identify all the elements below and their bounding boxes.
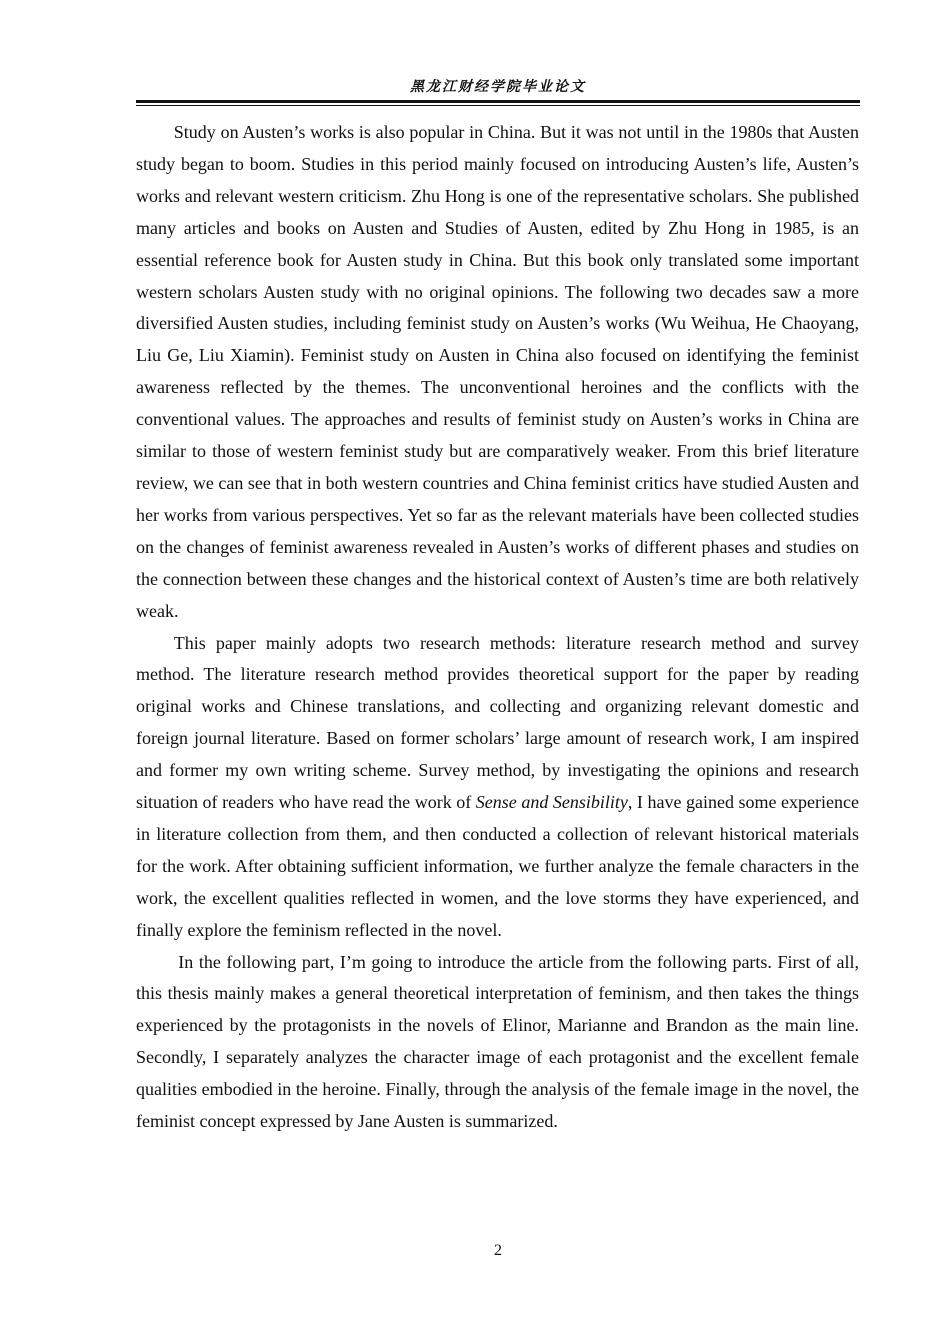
body-text: [136, 117, 859, 1138]
paragraph-literature-review-china: Study on Austen’s works is also popular in China. But it was not until in the 1980s that Austen study began to boom. Studies in this period mainly focused on introducing Austen’s life, Austen’s works and relevant western criticism. Zhu Hong is one of the representative scholars. She published many articles and books on Austen and Studies of Austen, edited by Zhu Hong in 1985, is an essential reference book for Austen study in China. But this book only translated some important western scholars Austen study with no original opinions. The following two decades saw a more diversified Austen studies, including feminist study on Austen’s works (Wu Weihua, He Chaoyang, Liu Ge, Liu Xiamin). Feminist study on Austen in China also focused on identifying the feminist awareness reflected by the themes. The unconventional heroines and the conflicts with the conventional values. The approaches and results of feminist study on Austen’s works in China are similar to those of western feminist study but are comparatively weaker. From this brief literature review, we can see that in both western countries and China feminist critics have studied Austen and her works from various perspectives. Yet so far as the relevant materials have been collected studies on the changes of feminist awareness revealed in Austen’s works of different phases and studies on the connection between these changes and the historical context of Austen’s time are both relatively weak.: [136, 122, 859, 621]
page-number: 2: [494, 1242, 502, 1259]
novel-title-italic: Sense and Sensibility: [475, 792, 628, 813]
research-methods-text-start: This paper mainly adopts two research methods: literature research method and survey method. The literature research method provides theoretical support for the paper by reading original works and Chinese translations, and collecting and organizing relevant domestic and foreign journal literature. Based on former scholars’ large amount of research work, I am inspired and former my own writing scheme. Survey method, by investigating the opinions and research situation of readers who have read the work of: [136, 632, 859, 813]
running-header-title: 黑龙江财经学院毕业论文: [410, 80, 586, 95]
research-methods-text-end: , I have gained some experience in literature collection from them, and then conducted a collection of relevant historical materials for the work. After obtaining sufficient information, we further analyze the female characters in the work, the excellent qualities reflected in women, and the love storms they have experienced, and finally explore the feminism reflected in the novel.: [136, 792, 859, 940]
header-rule-thick: [136, 100, 860, 103]
paragraph-thesis-structure: In the following part, I’m going to introduce the article from the following parts. First of all, this thesis mainly makes a general theoretical interpretation of feminism, and then takes the things experienced by the protagonists in the novels of Elinor, Marianne and Brandon as the main line. Secondly, I separately analyzes the character image of each protagonist and the excellent female qualities embodied in the heroine. Finally, through the analysis of the female image in the novel, the feminist concept expressed by Jane Austen is summarized.: [136, 951, 859, 1132]
paragraph-research-methods: [136, 628, 859, 947]
header-rule-thin: [136, 105, 860, 106]
